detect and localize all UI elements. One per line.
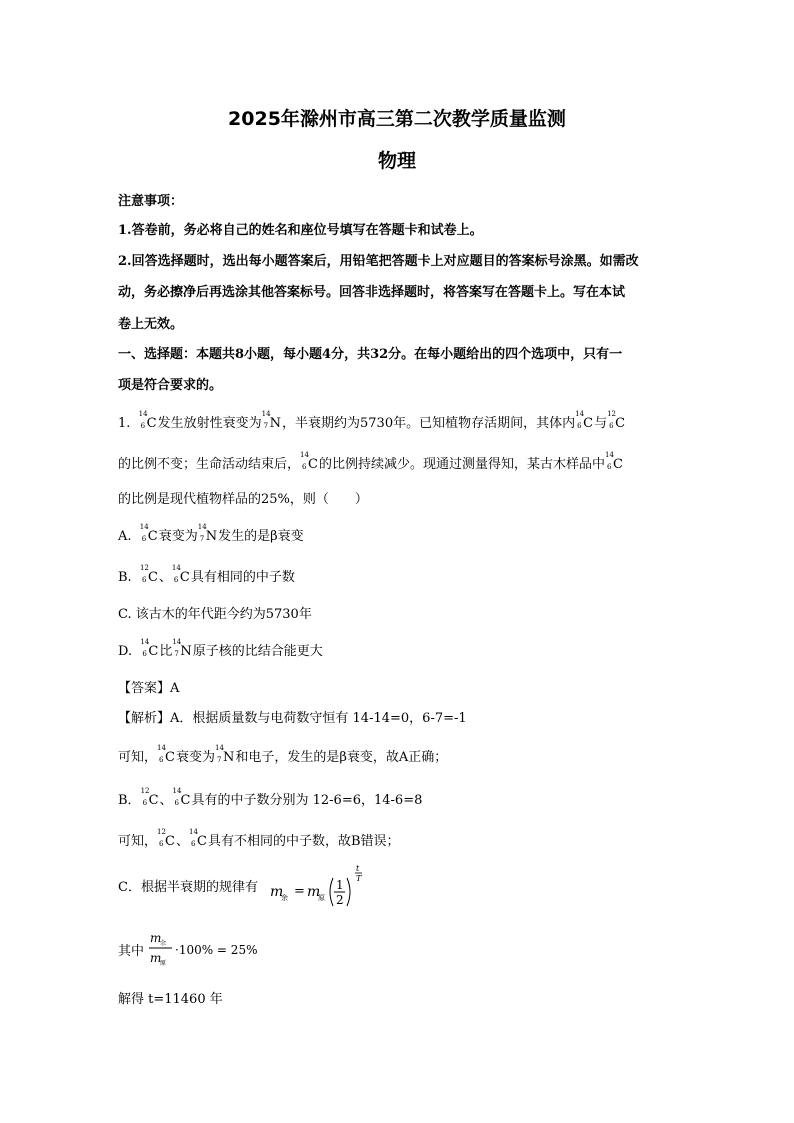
formula-half-den: 2 — [336, 893, 344, 907]
section-heading-line-2: 项是符合要求的。 — [118, 378, 223, 393]
notice-item-2-line-2: 动，务必擦净后再选涂其他答案标号。回答非选择题时，将答案写在答题卡上。写在本试 — [118, 285, 626, 300]
formula-m-orig: m — [307, 884, 321, 900]
nuclide-c12: 12 6 C — [139, 564, 158, 585]
ratio-num-m: m — [150, 931, 162, 945]
analysis-label: 【解析】 — [118, 711, 171, 726]
paren-right — [347, 878, 350, 906]
nuclide-n14: 14 7 N — [261, 410, 282, 431]
nuclide-c14: 14 6 C — [138, 410, 157, 431]
nuclide-c14: 14 6 C — [575, 410, 594, 431]
option-a — [118, 525, 304, 544]
half-life-formula — [270, 864, 390, 914]
subject-title: 物理 — [377, 150, 416, 172]
nuclide-c12: 12 6 C — [140, 787, 159, 808]
analysis-text: 、 — [159, 793, 173, 808]
formula-svg — [270, 864, 390, 910]
formula-exp-den: T — [356, 874, 362, 883]
analysis-text: 可知， — [118, 834, 158, 849]
nuclide-c12: 12 6 C — [157, 828, 175, 849]
option-c: C. 该古木的年代距今约为5730年 — [118, 607, 312, 622]
ratio-tail: ·100% = 25% — [175, 943, 258, 957]
nuclide-c14: 14 6 C — [188, 828, 207, 849]
analysis-line-3 — [118, 789, 422, 808]
analysis-text: 其中 — [118, 944, 145, 959]
option-b-text: 、 — [158, 570, 172, 585]
ratio-num-sub: 余 — [160, 940, 167, 947]
analysis-text: 具有的中子数分别为 12-6=6，14-6=8 — [191, 793, 423, 808]
question-1-line-2 — [118, 453, 624, 472]
option-b — [118, 566, 295, 585]
nuclide-n14: 14 7 N — [172, 638, 192, 659]
formula-sub-orig: 原 — [318, 894, 325, 902]
analysis-text: 具有不相同的中子数，故B错误； — [207, 834, 400, 849]
option-b-label: B. — [118, 570, 132, 585]
question-1-text: ，半衰期约为5730年。已知植物存活期间，其体内 — [282, 416, 576, 431]
option-a-text: 发生的是β衰变 — [218, 529, 304, 544]
answer-label: 【答案】 — [118, 681, 171, 696]
option-b-text: 具有相同的中子数 — [190, 570, 295, 585]
question-1-line-1 — [118, 412, 626, 431]
nuclide-c14: 14 6 C — [300, 451, 318, 472]
answer-line — [118, 677, 179, 696]
analysis-text: 、 — [175, 834, 189, 849]
ratio-den-m: m — [150, 951, 162, 965]
question-1-text: 发生放射性衰变为 — [157, 416, 262, 431]
analysis-line-4 — [118, 830, 400, 849]
analysis-line-7: 解得 t=11460 年 — [118, 992, 223, 1007]
option-a-label: A. — [118, 529, 132, 544]
analysis-text: A．根据质量数与电荷数守恒有 14-14=0，6-7=-1 — [170, 711, 467, 726]
formula-eq: = — [294, 884, 305, 899]
formula-sub-rest: 余 — [281, 894, 288, 902]
notice-item-2-line-1: 2.回答选择题时，选出每小题答案后，用铅笔把答题卡上对应题目的答案标号涂黑。如需改 — [118, 254, 639, 269]
analysis-text: B． — [118, 793, 141, 808]
exam-title: 2025年滁州市高三第二次教学质量监测 — [228, 108, 566, 130]
ratio-den-sub: 原 — [160, 960, 167, 967]
analysis-text: 衰变为 — [175, 750, 215, 765]
analysis-text: C．根据半衰期的规律有 — [118, 880, 258, 895]
option-a-text: 衰变为 — [158, 529, 198, 544]
option-d — [118, 640, 323, 659]
analysis-line-1 — [118, 707, 467, 726]
formula-half-num: 1 — [336, 878, 344, 892]
ratio-formula — [148, 928, 278, 974]
notice-item-2-line-3: 卷上无效。 — [118, 317, 184, 332]
nuclide-c14: 14 6 C — [140, 638, 159, 659]
nuclide-n14: 14 7 N — [214, 744, 235, 765]
analysis-text: 和电子，发生的是β衰变，故A正确； — [235, 750, 448, 765]
nuclide-c12: 12 6 C — [607, 410, 626, 431]
option-d-text: 比 — [159, 644, 173, 659]
notice-heading: 注意事项： — [118, 194, 184, 209]
nuclide-c14: 14 6 C — [171, 564, 190, 585]
answer-value: A — [170, 681, 180, 696]
nuclide-c14: 14 6 C — [604, 451, 623, 472]
formula-m-rest: m — [270, 884, 284, 900]
question-1-text: 的比例不变；生命活动结束后， — [118, 457, 301, 472]
nuclide-c14: 14 6 C — [172, 787, 191, 808]
question-1-text: 的比例持续减少。现通过测量得知，某古木样品中 — [318, 457, 605, 472]
question-1-text: 与 — [594, 416, 608, 431]
nuclide-c14: 14 6 C — [139, 523, 158, 544]
option-d-text: 原子核的比结合能更大 — [192, 644, 323, 659]
option-d-label: D. — [118, 644, 133, 659]
question-number: 1. — [118, 416, 131, 431]
formula-exp-num: t — [356, 864, 360, 873]
ratio-svg — [148, 928, 278, 970]
section-heading-line-1: 一、选择题：本题共8小题，每小题4分，共32分。在每小题给出的四个选项中，只有一 — [118, 347, 623, 362]
question-1-line-3: 的比例是现代植物样品的25%，则（ ） — [118, 492, 368, 507]
analysis-text: 可知， — [118, 750, 158, 765]
analysis-line-2 — [118, 746, 447, 765]
nuclide-n14: 14 7 N — [197, 523, 218, 544]
notice-item-1: 1.答卷前，务必将自己的姓名和座位号填写在答题卡和试卷上。 — [118, 223, 483, 238]
nuclide-c14: 14 6 C — [157, 744, 175, 765]
paren-left — [330, 878, 333, 906]
